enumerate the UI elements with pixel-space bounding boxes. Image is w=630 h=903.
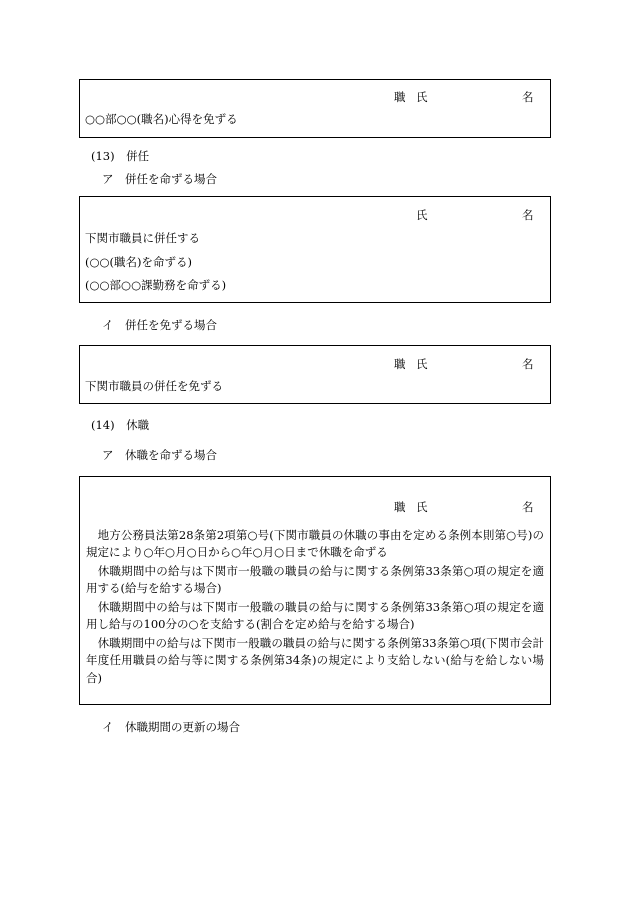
- label-mei: 名: [522, 208, 534, 222]
- box-line: 下関市職員の併任を免ずる: [85, 379, 223, 393]
- label-mei: 名: [522, 90, 534, 104]
- box-concurrent-appoint: [79, 196, 551, 303]
- box-concurrent-dismiss: [79, 345, 551, 404]
- section-13-sub-i: イ 併任を免ずる場合: [102, 318, 217, 332]
- section-13-heading: (13) 併任: [91, 149, 150, 163]
- label-shi: 氏: [416, 208, 428, 222]
- section-14-sub-i: イ 休職期間の更新の場合: [102, 720, 240, 734]
- section-14-sub-a: ア 休職を命ずる場合: [102, 448, 217, 462]
- box-line: (○○部○○課勤務を命ずる): [85, 278, 227, 292]
- section-13-sub-a: ア 併任を命ずる場合: [102, 172, 217, 186]
- box-line: 下関市職員に併任する: [85, 231, 200, 245]
- label-shoku: 職: [394, 500, 406, 514]
- label-shoku: 職: [394, 90, 406, 104]
- leave-paragraph-4: 休職期間中の給与は下関市一般職の職員の給与に関する条例第33条第○項(下関市会計年度任用職員の給与等に関する条例第34条)の規定により支給しない(給与を給しない場合): [86, 636, 544, 685]
- label-mei: 名: [522, 357, 534, 371]
- label-shi: 氏: [416, 357, 428, 371]
- leave-paragraph-3: 休職期間中の給与は下関市一般職の職員の給与に関する条例第33条第○項の規定を適用し給与の100分の○を支給する(割合を定め給与を給する場合): [86, 600, 544, 632]
- label-mei: 名: [522, 500, 534, 514]
- leave-paragraph-1: 地方公務員法第28条第2項第○号(下関市職員の休職の事由を定める条例本則第○号)の規定により○年○月○日から○年○月○日まで休職を命ずる: [86, 528, 544, 560]
- label-shi: 氏: [416, 500, 428, 514]
- label-shi: 氏: [416, 90, 428, 104]
- box-leave-order: [79, 476, 551, 705]
- section-14-heading: (14) 休職: [91, 418, 150, 432]
- leave-paragraph-2: 休職期間中の給与は下関市一般職の職員の給与に関する条例第33条第○項の規定を適用する(給与を給する場合): [86, 564, 544, 596]
- box-dismiss-acting: [79, 79, 551, 138]
- box-line: (○○(職名)を命ずる): [85, 255, 193, 269]
- box-line: ○○部○○(職名)心得を免ずる: [85, 112, 238, 126]
- label-shoku: 職: [394, 357, 406, 371]
